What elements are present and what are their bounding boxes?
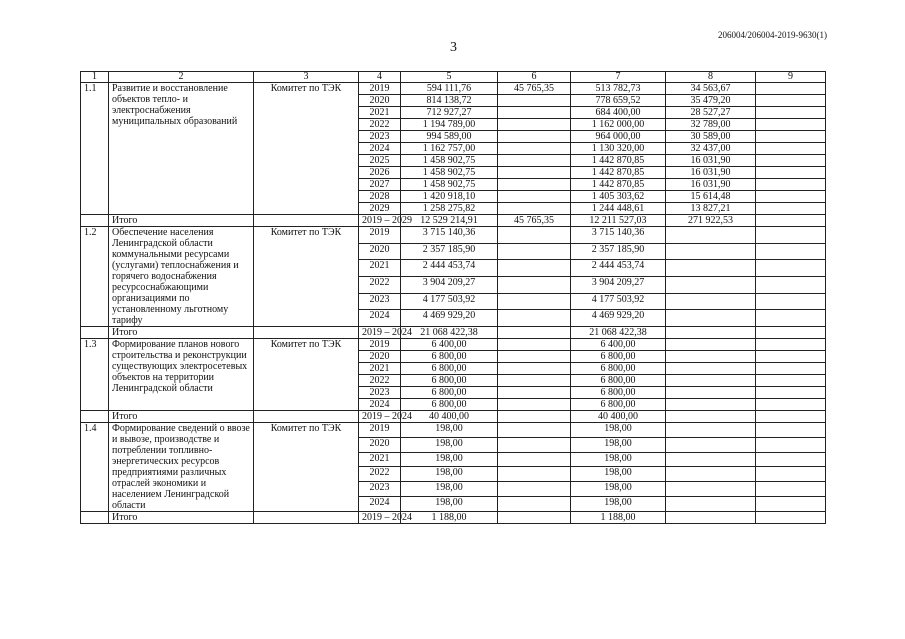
value-cell: 778 659,52: [571, 95, 666, 107]
value-cell: [666, 310, 756, 327]
value-cell: [666, 227, 756, 244]
year-cell: 2022: [359, 467, 401, 482]
year-cell: 2024: [359, 497, 401, 512]
value-cell: 1 258 275,82: [401, 203, 498, 215]
total-value: 40 400,00: [401, 411, 498, 423]
year-cell: 2023: [359, 131, 401, 143]
value-cell: 1 162 000,00: [571, 119, 666, 131]
empty-cell: [254, 512, 359, 524]
empty-cell: [756, 119, 826, 131]
year-cell: 2025: [359, 155, 401, 167]
year-cell: 2019: [359, 83, 401, 95]
value-cell: 198,00: [571, 497, 666, 512]
value-cell: [498, 107, 571, 119]
value-cell: 4 469 929,20: [401, 310, 498, 327]
value-cell: 3 904 209,27: [571, 276, 666, 293]
value-cell: [498, 310, 571, 327]
value-cell: 198,00: [401, 497, 498, 512]
year-cell: 2024: [359, 310, 401, 327]
value-cell: 6 800,00: [401, 351, 498, 363]
value-cell: 814 138,72: [401, 95, 498, 107]
year-cell: 2029: [359, 203, 401, 215]
value-cell: [666, 351, 756, 363]
value-cell: [666, 339, 756, 351]
value-cell: [666, 423, 756, 438]
value-cell: [498, 482, 571, 497]
value-cell: 712 927,27: [401, 107, 498, 119]
value-cell: 684 400,00: [571, 107, 666, 119]
year-cell: 2022: [359, 276, 401, 293]
total-row: [81, 512, 826, 524]
total-period: 2019 – 2024: [359, 327, 401, 339]
value-cell: 28 527,27: [666, 107, 756, 119]
value-cell: 13 827,21: [666, 203, 756, 215]
value-cell: [498, 131, 571, 143]
value-cell: [666, 276, 756, 293]
column-header-5: 5: [401, 72, 498, 83]
value-cell: 4 469 929,20: [571, 310, 666, 327]
empty-cell: [756, 243, 826, 260]
row-actor: Комитет по ТЭК: [254, 423, 359, 512]
empty-cell: [756, 293, 826, 310]
year-cell: 2021: [359, 260, 401, 277]
empty-cell: [756, 215, 826, 227]
empty-cell: [756, 179, 826, 191]
value-cell: 198,00: [571, 452, 666, 467]
total-value: [666, 512, 756, 524]
total-value: [666, 411, 756, 423]
value-cell: 16 031,90: [666, 167, 756, 179]
row-code: 1.1: [81, 83, 109, 215]
total-period: 2019 – 2024: [359, 512, 401, 524]
empty-cell: [81, 411, 109, 423]
value-cell: 1 194 789,00: [401, 119, 498, 131]
total-row: [81, 327, 826, 339]
value-cell: 1 458 902,75: [401, 167, 498, 179]
empty-cell: [756, 363, 826, 375]
empty-cell: [756, 452, 826, 467]
column-header-9: 9: [756, 72, 826, 83]
column-header-4: 4: [359, 72, 401, 83]
empty-cell: [756, 167, 826, 179]
total-label: Итого: [109, 411, 254, 423]
value-cell: 1 162 757,00: [401, 143, 498, 155]
value-cell: 6 400,00: [571, 339, 666, 351]
year-cell: 2024: [359, 399, 401, 411]
column-header-2: 2: [109, 72, 254, 83]
row-actor: Комитет по ТЭК: [254, 339, 359, 411]
value-cell: [498, 243, 571, 260]
table-row: [81, 339, 826, 351]
empty-cell: [756, 512, 826, 524]
year-cell: 2024: [359, 143, 401, 155]
value-cell: 30 589,00: [666, 131, 756, 143]
value-cell: [498, 276, 571, 293]
value-cell: [498, 351, 571, 363]
empty-cell: [756, 95, 826, 107]
column-header-3: 3: [254, 72, 359, 83]
value-cell: 6 400,00: [401, 339, 498, 351]
empty-cell: [756, 482, 826, 497]
empty-cell: [756, 131, 826, 143]
row-title: Развитие и восстановление объектов тепло- и электроснабжения муниципальных образований: [109, 83, 254, 215]
value-cell: [666, 437, 756, 452]
total-label: Итого: [109, 215, 254, 227]
value-cell: [498, 423, 571, 438]
value-cell: [666, 497, 756, 512]
total-value: [666, 327, 756, 339]
value-cell: 198,00: [401, 452, 498, 467]
value-cell: [666, 482, 756, 497]
empty-cell: [756, 83, 826, 95]
value-cell: 6 800,00: [571, 363, 666, 375]
value-cell: [498, 95, 571, 107]
document-number: 206004/206004-2019-9630(1): [718, 30, 827, 40]
empty-cell: [756, 310, 826, 327]
year-cell: 2021: [359, 107, 401, 119]
budget-table: [80, 71, 826, 524]
total-period: 2019 – 2029: [359, 215, 401, 227]
value-cell: 2 357 185,90: [571, 243, 666, 260]
value-cell: 6 800,00: [401, 399, 498, 411]
year-cell: 2028: [359, 191, 401, 203]
empty-cell: [756, 467, 826, 482]
value-cell: [498, 155, 571, 167]
value-cell: 16 031,90: [666, 155, 756, 167]
empty-cell: [756, 155, 826, 167]
value-cell: 1 130 320,00: [571, 143, 666, 155]
value-cell: 1 442 870,85: [571, 167, 666, 179]
year-cell: 2023: [359, 293, 401, 310]
value-cell: 513 782,73: [571, 83, 666, 95]
value-cell: 6 800,00: [571, 387, 666, 399]
value-cell: 594 111,76: [401, 83, 498, 95]
row-title: Обеспечение населения Ленинградской области коммунальными ресурсами (услугами) теплоснабжения и горячего водоснабжения ресурсоснабжающими организациями по установленному льготному тарифу: [109, 227, 254, 327]
value-cell: 1 458 902,75: [401, 179, 498, 191]
value-cell: [666, 399, 756, 411]
value-cell: [498, 227, 571, 244]
value-cell: 35 479,20: [666, 95, 756, 107]
value-cell: 1 458 902,75: [401, 155, 498, 167]
value-cell: [498, 375, 571, 387]
empty-cell: [756, 143, 826, 155]
page-number: 3: [450, 40, 457, 55]
value-cell: 1 442 870,85: [571, 179, 666, 191]
total-value: 40 400,00: [571, 411, 666, 423]
value-cell: 32 437,00: [666, 143, 756, 155]
value-cell: [666, 375, 756, 387]
value-cell: 6 800,00: [571, 375, 666, 387]
total-value: [498, 512, 571, 524]
row-title: Формирование планов нового строительства и реконструкции существующих электросетевых объектов на территории Ленинградской области: [109, 339, 254, 411]
value-cell: [498, 497, 571, 512]
value-cell: 1 405 303,62: [571, 191, 666, 203]
total-period: 2019 – 2024: [359, 411, 401, 423]
empty-cell: [756, 387, 826, 399]
column-header-8: 8: [666, 72, 756, 83]
value-cell: 45 765,35: [498, 83, 571, 95]
row-actor: Комитет по ТЭК: [254, 227, 359, 327]
empty-cell: [81, 215, 109, 227]
value-cell: [498, 387, 571, 399]
empty-cell: [756, 411, 826, 423]
total-value: 1 188,00: [401, 512, 498, 524]
value-cell: 6 800,00: [571, 351, 666, 363]
value-cell: 198,00: [401, 482, 498, 497]
value-cell: 198,00: [401, 467, 498, 482]
value-cell: 4 177 503,92: [401, 293, 498, 310]
year-cell: 2021: [359, 452, 401, 467]
total-value: 12 529 214,91: [401, 215, 498, 227]
value-cell: [498, 363, 571, 375]
value-cell: 1 442 870,85: [571, 155, 666, 167]
total-value: [498, 411, 571, 423]
empty-cell: [756, 327, 826, 339]
empty-cell: [81, 512, 109, 524]
empty-cell: [756, 339, 826, 351]
empty-cell: [756, 260, 826, 277]
year-cell: 2020: [359, 351, 401, 363]
empty-cell: [756, 351, 826, 363]
value-cell: [666, 452, 756, 467]
year-cell: 2019: [359, 423, 401, 438]
year-cell: 2020: [359, 95, 401, 107]
value-cell: 964 000,00: [571, 131, 666, 143]
column-header-6: 6: [498, 72, 571, 83]
year-cell: 2021: [359, 363, 401, 375]
row-code: 1.2: [81, 227, 109, 327]
year-cell: 2023: [359, 482, 401, 497]
year-cell: 2020: [359, 437, 401, 452]
value-cell: [498, 467, 571, 482]
total-value: 45 765,35: [498, 215, 571, 227]
value-cell: [498, 179, 571, 191]
value-cell: 198,00: [401, 437, 498, 452]
total-label: Итого: [109, 512, 254, 524]
value-cell: 2 444 453,74: [571, 260, 666, 277]
column-header-1: 1: [81, 72, 109, 83]
empty-cell: [756, 497, 826, 512]
value-cell: [498, 119, 571, 131]
year-cell: 2023: [359, 387, 401, 399]
value-cell: [666, 467, 756, 482]
empty-cell: [756, 423, 826, 438]
value-cell: 994 589,00: [401, 131, 498, 143]
value-cell: [498, 437, 571, 452]
empty-cell: [756, 276, 826, 293]
year-cell: 2022: [359, 375, 401, 387]
value-cell: 3 715 140,36: [571, 227, 666, 244]
value-cell: [666, 387, 756, 399]
empty-cell: [756, 227, 826, 244]
total-value: 21 068 422,38: [401, 327, 498, 339]
value-cell: [498, 260, 571, 277]
table-row: [81, 227, 826, 244]
row-code: 1.3: [81, 339, 109, 411]
value-cell: 6 800,00: [401, 375, 498, 387]
value-cell: 2 444 453,74: [401, 260, 498, 277]
total-value: [498, 327, 571, 339]
empty-cell: [756, 375, 826, 387]
table-body: [81, 83, 826, 524]
empty-cell: [254, 327, 359, 339]
empty-cell: [81, 327, 109, 339]
value-cell: 3 715 140,36: [401, 227, 498, 244]
value-cell: [498, 203, 571, 215]
total-label: Итого: [109, 327, 254, 339]
value-cell: 32 789,00: [666, 119, 756, 131]
empty-cell: [756, 191, 826, 203]
value-cell: [666, 260, 756, 277]
value-cell: [498, 167, 571, 179]
total-row: [81, 411, 826, 423]
value-cell: [498, 452, 571, 467]
year-cell: 2019: [359, 227, 401, 244]
value-cell: 198,00: [571, 423, 666, 438]
value-cell: [498, 339, 571, 351]
value-cell: 34 563,67: [666, 83, 756, 95]
value-cell: [498, 191, 571, 203]
empty-cell: [756, 437, 826, 452]
value-cell: 6 800,00: [401, 387, 498, 399]
value-cell: [666, 293, 756, 310]
value-cell: [498, 293, 571, 310]
value-cell: 15 614,48: [666, 191, 756, 203]
year-cell: 2022: [359, 119, 401, 131]
value-cell: 3 904 209,27: [401, 276, 498, 293]
empty-cell: [254, 411, 359, 423]
table-header-row: [81, 72, 826, 83]
value-cell: 4 177 503,92: [571, 293, 666, 310]
empty-cell: [756, 107, 826, 119]
total-value: 1 188,00: [571, 512, 666, 524]
value-cell: [498, 399, 571, 411]
value-cell: 6 800,00: [401, 363, 498, 375]
year-cell: 2026: [359, 167, 401, 179]
value-cell: 2 357 185,90: [401, 243, 498, 260]
row-title: Формирование сведений о ввозе и вывозе, производстве и потреблении топливно-энергетических ресурсов предприятиями различных отраслей экономики и населением Ленинградской области: [109, 423, 254, 512]
value-cell: 1 244 448,61: [571, 203, 666, 215]
value-cell: 16 031,90: [666, 179, 756, 191]
value-cell: 198,00: [571, 482, 666, 497]
table-row: [81, 423, 826, 438]
value-cell: 198,00: [571, 437, 666, 452]
value-cell: 6 800,00: [571, 399, 666, 411]
empty-cell: [756, 399, 826, 411]
empty-cell: [756, 203, 826, 215]
year-cell: 2019: [359, 339, 401, 351]
column-header-7: 7: [571, 72, 666, 83]
total-value: 12 211 527,03: [571, 215, 666, 227]
value-cell: 1 420 918,10: [401, 191, 498, 203]
value-cell: [498, 143, 571, 155]
table-row: [81, 83, 826, 95]
value-cell: 198,00: [571, 467, 666, 482]
year-cell: 2027: [359, 179, 401, 191]
total-value: 271 922,53: [666, 215, 756, 227]
total-value: 21 068 422,38: [571, 327, 666, 339]
row-actor: Комитет по ТЭК: [254, 83, 359, 215]
value-cell: [666, 243, 756, 260]
value-cell: [666, 363, 756, 375]
year-cell: 2020: [359, 243, 401, 260]
value-cell: 198,00: [401, 423, 498, 438]
empty-cell: [254, 215, 359, 227]
row-code: 1.4: [81, 423, 109, 512]
total-row: [81, 215, 826, 227]
